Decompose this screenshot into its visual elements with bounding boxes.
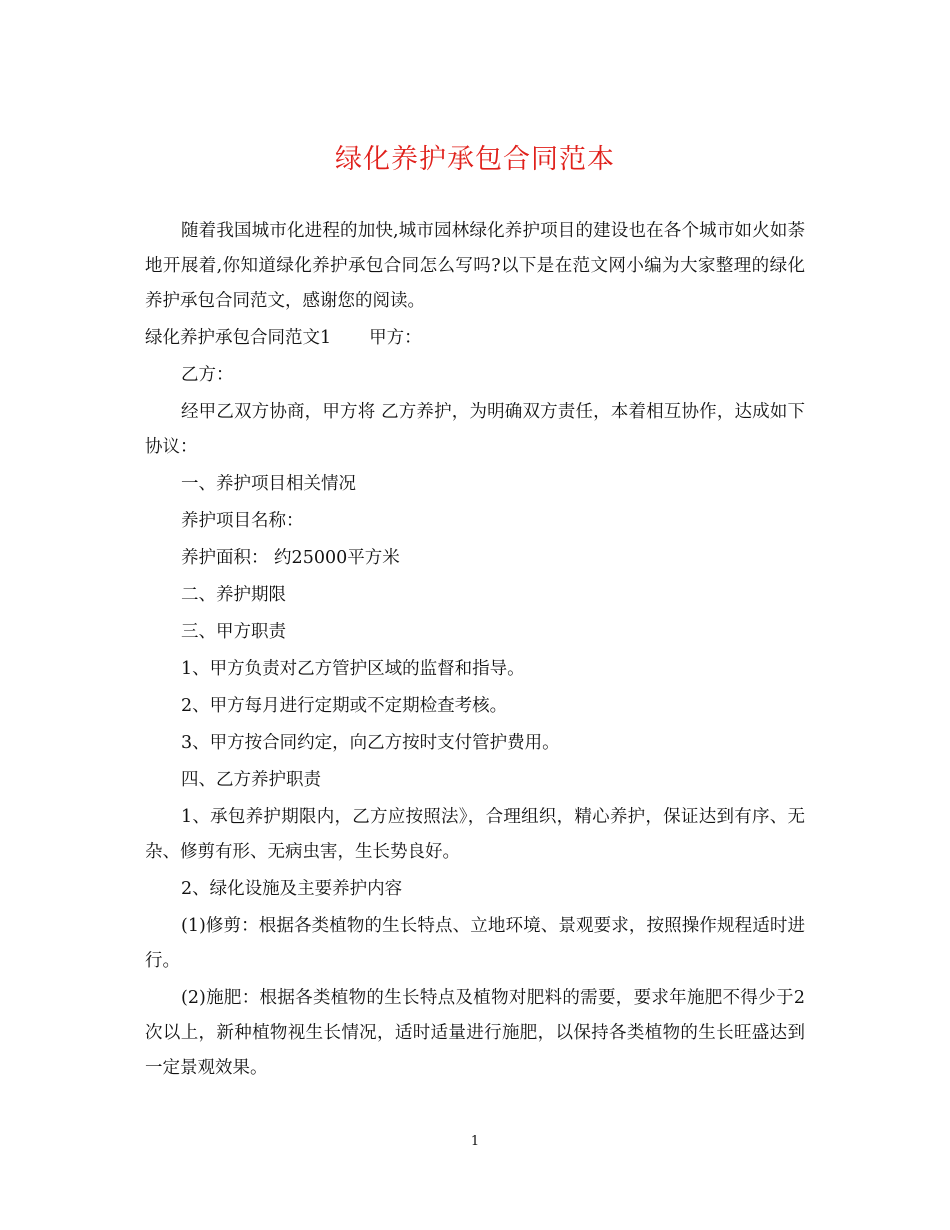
party-b-duty-2-heading: 2、绿化设施及主要养护内容 xyxy=(181,879,403,899)
contract-heading-line xyxy=(145,321,805,356)
section-heading-project: 一、养护项目相关情况 xyxy=(181,474,356,494)
party-b-duty-1: 1、承包养护期限内，乙方应按照法》，合理组织，精心养护，保证达到有序、无杂、修剪有形、无病虫害，生长势良好。 xyxy=(145,807,805,862)
document-title: 绿化养护承包合同范本 xyxy=(335,144,615,175)
party-a-duty-3: 3、甲方按合同约定，向乙方按时支付管护费用。 xyxy=(181,733,560,753)
document-body xyxy=(145,214,805,1088)
party-b-label: 乙方： xyxy=(181,365,234,385)
party-a-duty-2: 2、甲方每月进行定期或不定期检查考核。 xyxy=(181,696,508,716)
section-heading-period: 二、养护期限 xyxy=(181,585,286,605)
section-heading-party-a-duties: 三、甲方职责 xyxy=(181,622,286,642)
pruning-paragraph: (1)修剪：根据各类植物的生长特点、立地环境、景观要求，按照操作规程适时进行。 xyxy=(145,916,805,971)
agreement-paragraph: 经甲乙双方协商，甲方将 乙方养护，为明确双方责任，本着相互协作，达成如下协议： xyxy=(145,402,805,457)
project-name-line: 养护项目名称： xyxy=(181,511,304,531)
intro-paragraph: 随着我国城市化进程的加快,城市园林绿化养护项目的建设也在各个城市如火如荼地开展着,你知道绿化养护承包合同怎么写吗?以下是在范文网小编为大家整理的绿化养护承包合同范文，感谢您的阅读。 xyxy=(145,221,805,311)
project-area-line: 养护面积： 约25000平方米 xyxy=(181,548,400,568)
party-a-label: 甲方： xyxy=(369,328,422,348)
page-number: 1 xyxy=(470,1134,480,1149)
party-a-duty-1: 1、甲方负责对乙方管护区域的监督和指导。 xyxy=(181,659,525,679)
fertilizing-paragraph: (2)施肥：根据各类植物的生长特点及植物对肥料的需要，要求年施肥不得少于2次以上，新种植物视生长情况，适时适量进行施肥，以保持各类植物的生长旺盛达到一定景观效果。 xyxy=(145,988,805,1078)
section-heading-party-b-duties: 四、乙方养护职责 xyxy=(181,770,321,790)
contract-heading-title: 绿化养护承包合同范文1 xyxy=(145,328,332,348)
